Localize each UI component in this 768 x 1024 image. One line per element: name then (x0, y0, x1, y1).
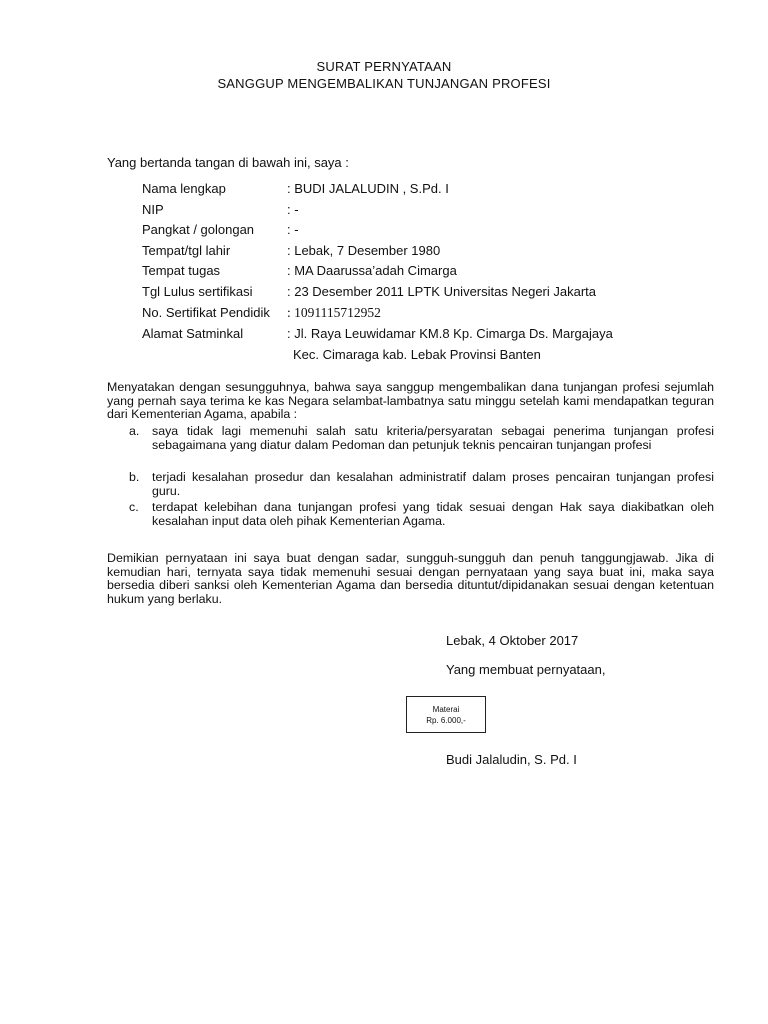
intro-text: Yang bertanda tangan di bawah ini, saya : (107, 155, 349, 170)
statement-paragraph: Menyatakan dengan sesungguhnya, bahwa saya sanggup mengembalikan dana tunjangan profesi sejumlah yang pernah saya terima ke kas Negara selambat-lambatnya satu minggu setelah kami mendapatkan teguran dari Kementerian Agama, apabila : (107, 380, 714, 422)
signatory-name: Budi Jalaludin, S. Pd. I (446, 752, 577, 767)
field-value: : - (287, 202, 299, 217)
list-marker: c. (129, 500, 139, 514)
maker-label: Yang membuat pernyataan, (446, 662, 606, 677)
list-item (129, 425, 714, 452)
field-value: Kec. Cimaraga kab. Lebak Provinsi Banten (293, 347, 541, 362)
field-value: : 23 Desember 2011 LPTK Universitas Negeri Jakarta (287, 284, 597, 299)
field-value: : MA Daarussa’adah Cimarga (287, 263, 457, 278)
document-subtitle: SANGGUP MENGEMBALIKAN TUNJANGAN PROFESI (217, 76, 551, 91)
list-item-text: terjadi kesalahan prosedur dan kesalahan administratif dalam proses pencairan tunjangan profesi guru. (152, 470, 714, 498)
place-date: Lebak, 4 Oktober 2017 (446, 633, 579, 648)
list-marker: b. (129, 470, 140, 484)
list-item (129, 471, 714, 498)
list-marker: a. (129, 424, 140, 438)
field-label: Tempat tugas (142, 263, 221, 278)
field-label: No. Sertifikat Pendidik (142, 305, 270, 320)
list-item-text: terdapat kelebihan dana tunjangan profesi yang tidak sesuai dengan Hak saya diakibatkan oleh kesalahan input data oleh pihak Kementerian Agama. (152, 500, 714, 528)
field-label: Alamat Satminkal (142, 326, 244, 341)
field-value: : - (287, 222, 299, 237)
materai-stamp-box (406, 696, 486, 733)
field-value: : Lebak, 7 Desember 1980 (287, 243, 441, 258)
stamp-label: Materai (432, 705, 460, 714)
field-label: Pangkat / golongan (142, 222, 255, 237)
field-value: : BUDI JALALUDIN , S.Pd. I (287, 181, 449, 196)
field-value: : Jl. Raya Leuwidamar KM.8 Kp. Cimarga Ds. Margajaya (287, 326, 613, 341)
stamp-value: Rp. 6.000,- (426, 716, 466, 725)
field-label: Tempat/tgl lahir (142, 243, 231, 258)
list-item-text: saya tidak lagi memenuhi salah satu kriteria/persyaratan sebagai penerima tunjangan profesi sebagaimana yang diatur dalam Pedoman dan petunjuk teknis pencairan tunjangan profesi (152, 424, 714, 452)
document-title: SURAT PERNYATAAN (316, 59, 452, 74)
field-label: NIP (142, 202, 164, 217)
list-item (129, 501, 714, 528)
closing-paragraph: Demikian pernyataan ini saya buat dengan sadar, sungguh-sungguh dan penuh tanggungjawab. Jika di kemudian hari, ternyata saya tidak memenuhi sesuai dengan pernyataan yang saya buat ini, maka saya bersedia diberi sanksi oleh Kementerian Agama dan bersedia dituntut/dipidanakan sesuai dengan ketentuan hukum yang berlaku. (107, 551, 714, 606)
field-label: Nama lengkap (142, 181, 226, 196)
field-value: : 1091115712952 (287, 305, 381, 320)
field-label: Tgl Lulus sertifikasi (142, 284, 253, 299)
